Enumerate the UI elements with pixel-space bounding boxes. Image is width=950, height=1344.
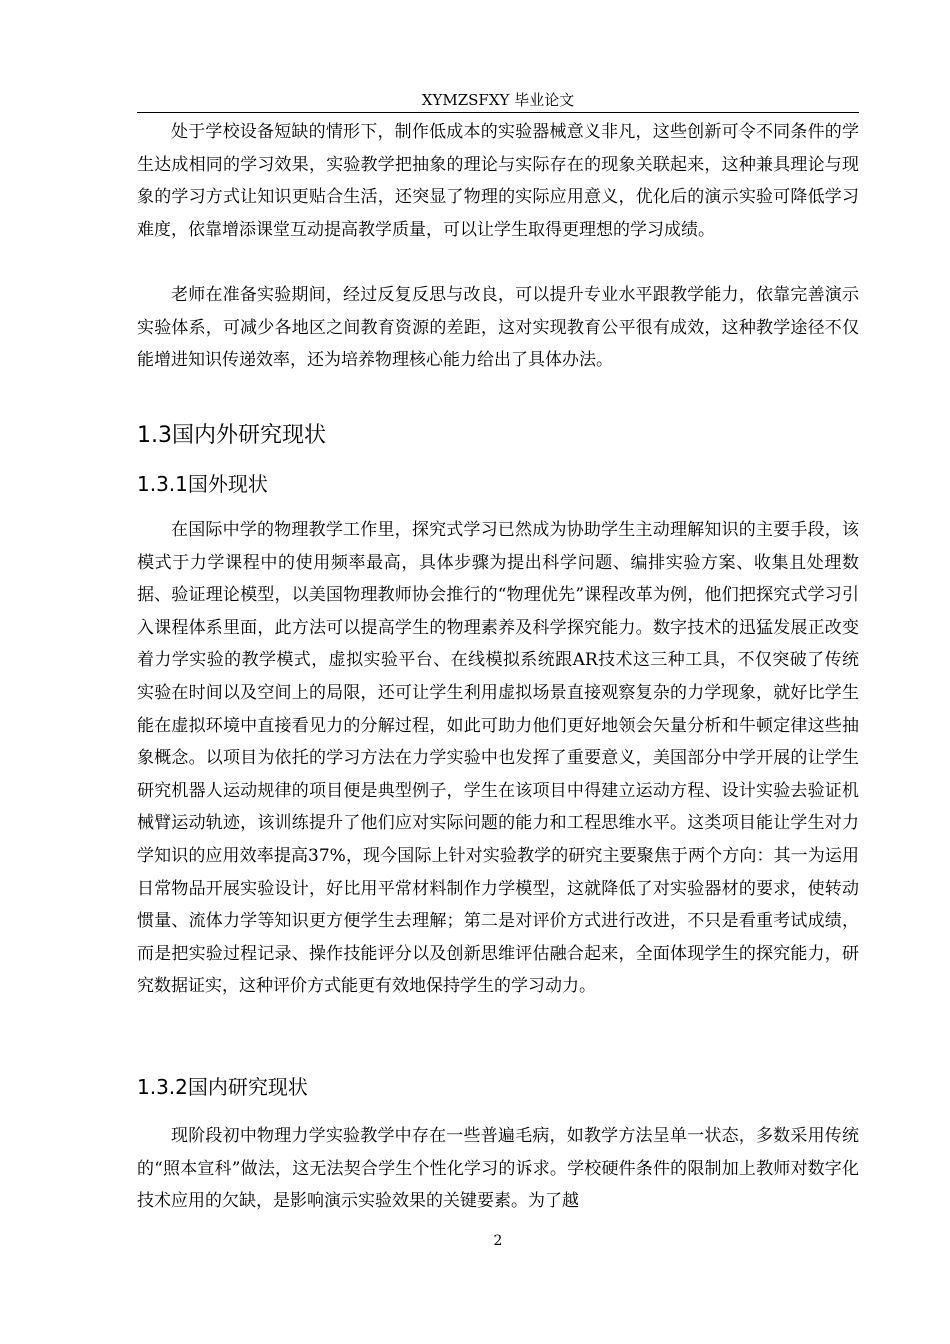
paragraph-teacher-preparation: 老师在准备实验期间，经过反复反思与改良，可以提升专业水平跟教学能力，依靠完善演示实验体系，可减少各地区之间教育资源的差距，这对实现教育公平很有成效，这种教学途径不仅能增进知识传递效率，还为培养物理核心能力给出了具体办法。 [137,285,859,371]
subsection-heading-1-3-2: 1.3.2国内研究现状 [137,1075,308,1099]
page-header-title: XYMZSFXY 毕业论文 [421,91,575,109]
header-rule [137,112,859,113]
subsection-heading-1-3-1: 1.3.1国外现状 [137,472,268,496]
page-number: 2 [493,1233,503,1249]
paragraph-domestic-status: 现阶段初中物理力学实验教学中存在一些普遍毛病，如教学方法呈单一状态，多数采用传统的“照本宣科”做法，这无法契合学生个性化学习的诉求。学校硬件条件的限制加上教师对数字化技术应用的欠缺，是影响演示实验效果的关键要素。为了越 [137,1126,859,1212]
paragraph-device-shortage: 处于学校设备短缺的情形下，制作低成本的实验器械意义非凡，这些创新可令不同条件的学生达成相同的学习效果，实验教学把抽象的理论与实际存在的现象关联起来，这种兼具理论与现象的学习方式让知识更贴合生活，还突显了物理的实际应用意义，优化后的演示实验可降低学习难度，依靠增添课堂互动提高教学质量，可以让学生取得更理想的学习成绩。 [137,122,859,240]
paragraph-international-status: 在国际中学的物理教学工作里，探究式学习已然成为协助学生主动理解知识的主要手段，该模式于力学课程中的使用频率最高，具体步骤为提出科学问题、编排实验方案、收集且处理数据、验证理论模型，以美国物理教师协会推行的“物理优先”课程改革为例，他们把探究式学习引入课程体系里面，此方法可以提高学生的物理素养及科学探究能力。数字技术的迅猛发展正改变着力学实验的教学模式，虚拟实验平台、在线模拟系统跟AR技术这三种工具，不仅突破了传统实验在时间以及空间上的局限，还可让学生利用虚拟场景直接观察复杂的力学现象，就好比学生能在虚拟环境中直接看见力的分解过程，如此可助力他们更好地领会矢量分析和牛顿定律这些抽象概念。以项目为依托的学习方法在力学实验中也发挥了重要意义，美国部分中学开展的让学生研究机器人运动规律的项目便是典型例子，学生在该项目中得建立运动方程、设计实验去验证机械臂运动轨迹，该训练提升了他们应对实际问题的能力和工程思维水平。这类项目能让学生对力学知识的应用效率提高37%，现今国际上针对实验教学的研究主要聚焦于两个方向：其一为运用日常物品开展实验设计，好比用平常材料制作力学模型，这就降低了对实验器材的要求，使转动惯量、流体力学等知识更方便学生去理解；第二是对评价方式进行改进，不只是看重考试成绩，而是把实验过程记录、操作技能评分以及创新思维评估融合起来，全面体现学生的探究能力，研究数据证实，这种评价方式能更有效地保持学生的学习动力。 [137,520,859,997]
section-heading-1-3: 1.3国内外研究现状 [137,423,326,448]
